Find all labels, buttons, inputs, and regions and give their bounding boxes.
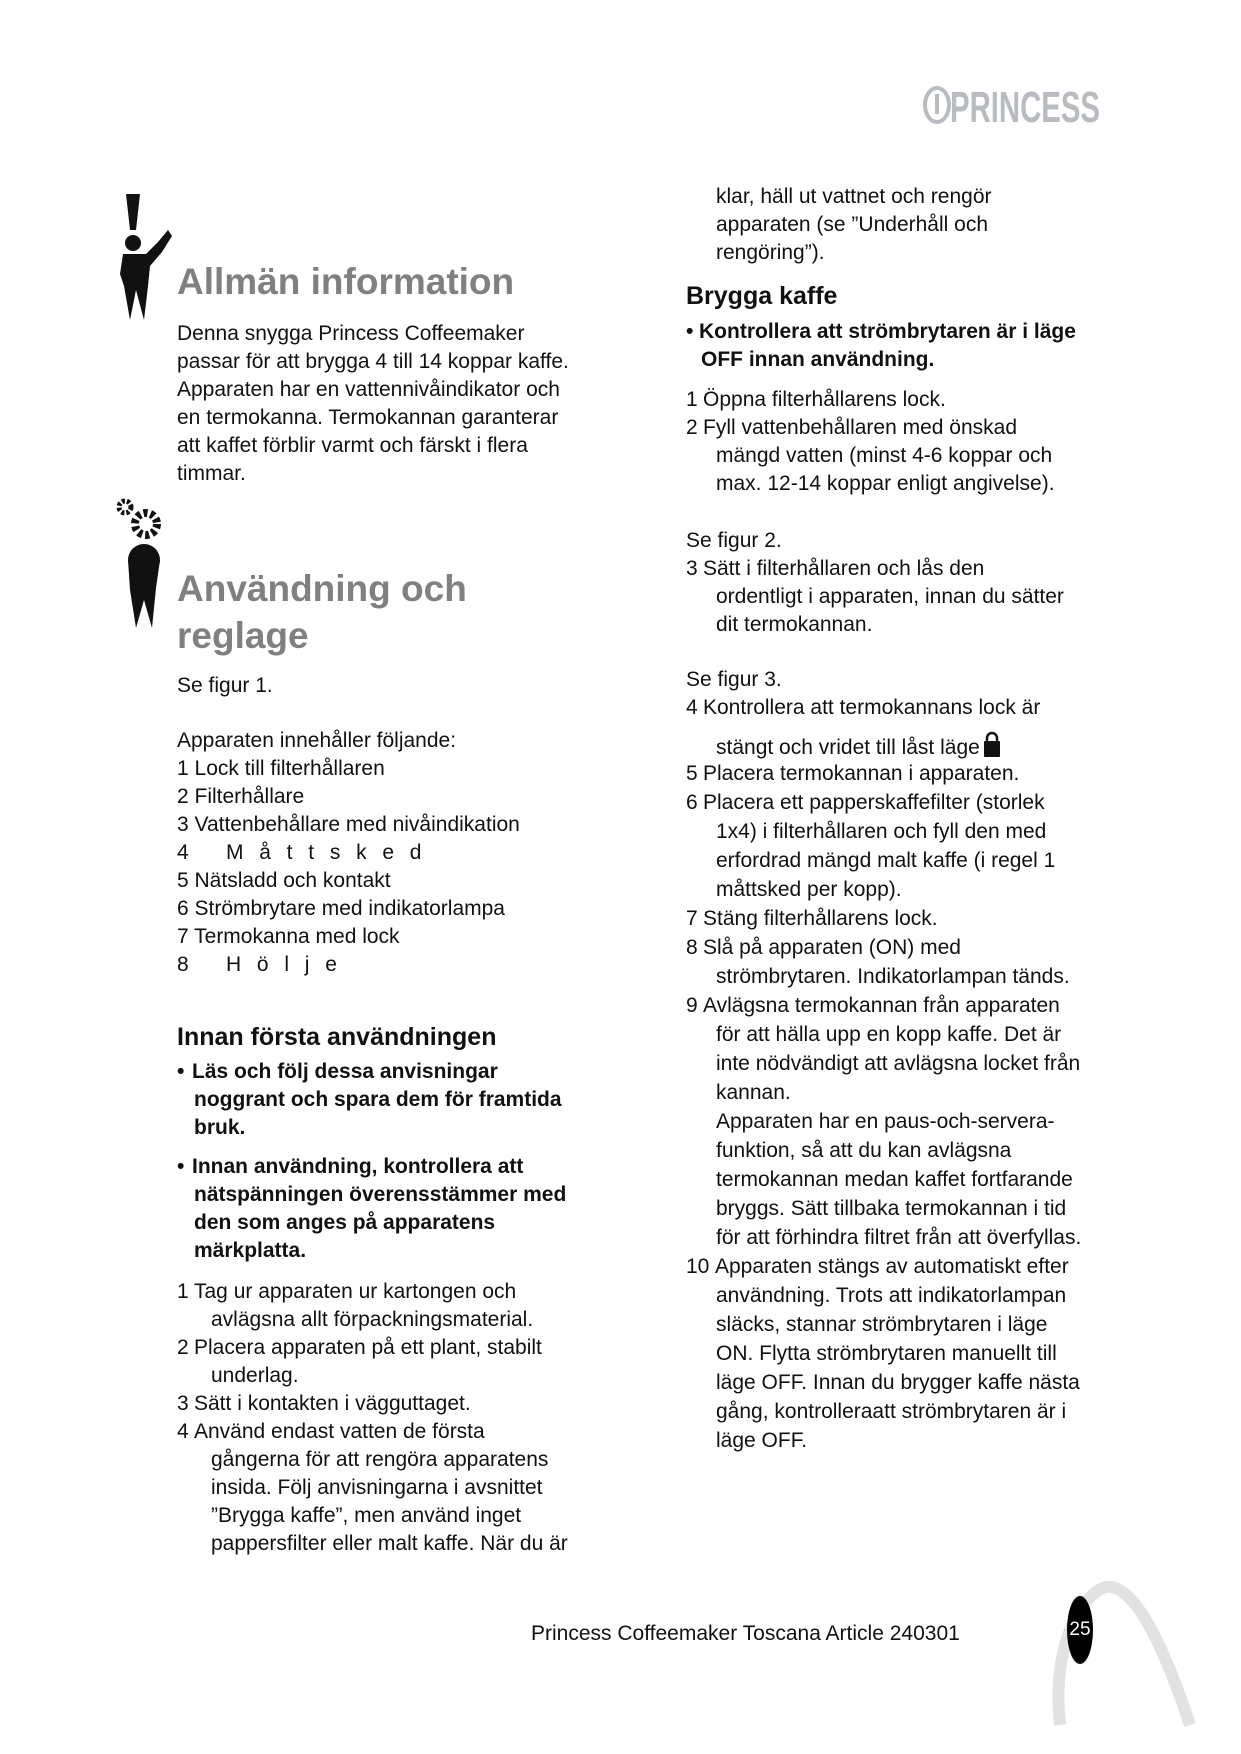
right-block-sub — [686, 279, 837, 313]
item-text: pappersfilter eller malt kaffe. När du är — [211, 1532, 568, 1555]
paragraph-line: timmar. — [177, 462, 246, 485]
item-line — [703, 694, 1040, 722]
item-text: kannan. — [716, 1081, 791, 1104]
item-number: 8 — [686, 936, 698, 959]
parts-list-item: 7 Termokanna med lock — [177, 925, 400, 948]
item-number: 3 — [686, 557, 698, 580]
item-line — [703, 904, 1081, 933]
item-number: 9 — [686, 994, 698, 1017]
item-line — [716, 442, 1055, 470]
left-block-parts — [177, 727, 520, 979]
item-line — [716, 1136, 1081, 1165]
item-text: Tag ur apparaten ur kartongen och — [194, 1280, 517, 1303]
item-number: 4 — [686, 696, 698, 719]
item-number: 1 — [686, 388, 698, 411]
item-line — [194, 1278, 568, 1306]
item-line — [703, 991, 1081, 1020]
numbered-item — [686, 386, 1055, 414]
item-text: 1x4) i filterhållaren och fyll den med — [716, 820, 1047, 843]
item-text: funktion, så att du kan avlägsna — [716, 1139, 1012, 1162]
section-heading: Allmän information — [177, 261, 515, 302]
numbered-item — [686, 555, 1064, 639]
item-text: underlag. — [211, 1364, 299, 1387]
item-text: användning. Trots att indikatorlampan — [716, 1284, 1067, 1307]
bullet-line: den som anges på apparatens — [194, 1211, 496, 1234]
paragraph-line: Se figur 1. — [177, 674, 273, 697]
item-number: 4 — [177, 1420, 189, 1443]
left-block-para — [177, 320, 569, 488]
item-text: stängt och vridet till låst läge — [716, 736, 980, 759]
princess-logo — [922, 80, 1112, 135]
paragraph-line: rengöring”). — [716, 241, 825, 264]
item-line — [716, 611, 1064, 639]
item-text: ordentligt i apparaten, innan du sätter — [716, 585, 1064, 608]
paragraph-line: Apparaten har en vattennivåindikator och — [177, 378, 560, 401]
item-line — [716, 846, 1081, 875]
parts-list-item: 8 Hölje — [177, 953, 353, 976]
item-text: avlägsna allt förpackningsmaterial. — [211, 1308, 534, 1331]
item-text: gång, kontrolleraatt strömbrytaren är i — [716, 1400, 1067, 1423]
item-text: Placera apparaten på ett plant, stabilt — [194, 1336, 542, 1359]
section-heading: reglage — [177, 615, 309, 656]
item-text: Sätt i filterhållaren och lås den — [703, 557, 985, 580]
left-block-bullet — [177, 1153, 566, 1265]
item-text: gångerna för att rengöra apparatens — [211, 1448, 549, 1471]
right-block-list — [686, 759, 1081, 1455]
right-block-list — [686, 666, 1040, 765]
item-line — [194, 1390, 568, 1418]
item-text: släcks, stannar strömbrytaren i läge — [716, 1313, 1048, 1336]
section-heading: Innan första användningen — [177, 1023, 497, 1051]
numbered-item — [686, 759, 1081, 788]
numbered-item — [177, 1418, 568, 1558]
bullet-line: bruk. — [194, 1116, 246, 1139]
item-text: läge OFF. Innan du brygger kaffe nästa — [716, 1371, 1080, 1394]
item-line — [703, 933, 1081, 962]
bullet-icon: • — [177, 1060, 185, 1083]
bullet-icon: • — [686, 320, 694, 343]
left-block-h2 — [177, 565, 467, 659]
numbered-item — [177, 1390, 568, 1418]
item-line — [703, 759, 1081, 788]
paragraph-line: passar för att brygga 4 till 14 koppar kaffe. — [177, 350, 569, 373]
item-line — [716, 875, 1081, 904]
item-text: dit termokannan. — [716, 613, 873, 636]
item-number: 10 — [686, 1255, 710, 1278]
figure-reference: Se figur 3. — [686, 668, 782, 691]
bullet-line: märkplatta. — [194, 1239, 307, 1262]
item-text: Slå på apparaten (ON) med — [703, 936, 961, 959]
item-line — [703, 555, 1064, 583]
numbered-item — [686, 991, 1081, 1252]
left-block-list — [177, 1278, 568, 1558]
item-text: Fyll vattenbehållaren med önskad — [703, 416, 1018, 439]
item-text: bryggs. Sätt tillbaka termokannan i tid — [716, 1197, 1067, 1220]
item-line — [716, 1310, 1081, 1339]
item-text: Kontrollera att termokannans lock är — [703, 696, 1041, 719]
item-text: måttsked per kopp). — [716, 878, 902, 901]
paragraph-line: Denna snygga Princess Coffeemaker — [177, 322, 525, 345]
bullet-line: Läs och följ dessa anvisningar — [192, 1060, 498, 1083]
parts-list-item: 3 Vattenbehållare med nivåindikation — [177, 813, 520, 836]
numbered-item — [686, 1252, 1081, 1455]
bullet-line: nätspänningen överensstämmer med — [194, 1183, 567, 1206]
item-line — [716, 1049, 1081, 1078]
item-text: för att hälla upp en kopp kaffe. Det är — [716, 1023, 1062, 1046]
item-line — [716, 1426, 1081, 1455]
right-block-list — [686, 386, 1055, 498]
item-number: 5 — [686, 762, 698, 785]
bullet-line: noggrant och spara dem för framtida — [194, 1088, 562, 1111]
exclamation-figure-icon — [118, 190, 178, 325]
item-number: 3 — [177, 1392, 189, 1415]
item-text: Placera ett papperskaffefilter (storlek — [703, 791, 1045, 814]
item-line — [716, 583, 1064, 611]
item-line — [716, 1078, 1081, 1107]
item-text: mängd vatten (minst 4-6 koppar och — [716, 444, 1053, 467]
item-text: inte nödvändigt att avlägsna locket från — [716, 1052, 1081, 1075]
item-line — [716, 1194, 1081, 1223]
item-line — [716, 1020, 1081, 1049]
numbered-item — [686, 788, 1081, 904]
page-number: 25 — [1067, 1596, 1093, 1664]
numbered-item — [686, 933, 1081, 991]
item-line — [211, 1502, 568, 1530]
item-line — [211, 1446, 568, 1474]
parts-list-item: 4 Måttsked — [177, 841, 438, 864]
item-line — [211, 1474, 568, 1502]
item-text: erfordrad mängd malt kaffe (i regel 1 — [716, 849, 1056, 872]
item-line — [716, 962, 1081, 991]
item-text: Öppna filterhållarens lock. — [703, 388, 946, 411]
svg-text:PRINCESS: PRINCESS — [950, 83, 1100, 132]
item-text: Använd endast vatten de första — [194, 1420, 485, 1443]
item-line — [716, 1397, 1081, 1426]
parts-list-item: 5 Nätsladd och kontakt — [177, 869, 391, 892]
item-line — [703, 414, 1055, 442]
item-line — [716, 1223, 1081, 1252]
right-block-list — [686, 527, 1064, 639]
left-block-h1 — [177, 262, 514, 302]
item-text: max. 12-14 koppar enligt angivelse). — [716, 472, 1055, 495]
item-line — [716, 470, 1055, 498]
right-block-cont — [716, 183, 992, 267]
item-line — [716, 1339, 1081, 1368]
bullet-line: Kontrollera att strömbrytaren är i läge — [699, 320, 1076, 343]
parts-list-item: 6 Strömbrytare med indikatorlampa — [177, 897, 505, 920]
item-text: Stäng filterhållarens lock. — [703, 907, 938, 930]
item-text: läge OFF. — [716, 1429, 808, 1452]
item-line — [716, 1281, 1081, 1310]
item-line — [703, 386, 1055, 414]
parts-list-item: 1 Lock till filterhållaren — [177, 757, 385, 780]
item-number: 2 — [686, 416, 698, 439]
bullet-line: Innan användning, kontrollera att — [192, 1155, 524, 1178]
item-number: 6 — [686, 791, 698, 814]
numbered-item — [686, 904, 1081, 933]
parts-list-item: 2 Filterhållare — [177, 785, 305, 808]
item-text: strömbrytaren. Indikatorlampan tänds. — [716, 965, 1070, 988]
item-line — [715, 1252, 1081, 1281]
item-line — [716, 1107, 1081, 1136]
left-block-para — [177, 672, 273, 700]
item-line — [703, 788, 1081, 817]
item-text: ON. Flytta strömbrytaren manuellt till — [716, 1342, 1057, 1365]
item-text: Avlägsna termokannan från apparaten — [703, 994, 1060, 1017]
figure-reference: Se figur 2. — [686, 529, 782, 552]
item-line — [211, 1362, 568, 1390]
item-line — [716, 1165, 1081, 1194]
item-line — [194, 1334, 568, 1362]
item-text: Placera termokannan i apparaten. — [703, 762, 1020, 785]
item-number: 7 — [686, 907, 698, 930]
right-block-bullet — [686, 318, 1076, 374]
parts-intro: Apparaten innehåller följande: — [177, 729, 457, 752]
left-block-sub — [177, 1020, 496, 1054]
paragraph-line: klar, häll ut vattnet och rengör — [716, 185, 992, 208]
item-text: termokannan medan kaffet fortfarande — [716, 1168, 1073, 1191]
item-text: ”Brygga kaffe”, men använd inget — [211, 1504, 522, 1527]
item-text: insida. Följ anvisningarna i avsnittet — [211, 1476, 543, 1499]
paragraph-line: att kaffet förblir varmt och färskt i flera — [177, 434, 528, 457]
item-text: Apparaten har en paus-och-servera- — [716, 1110, 1055, 1133]
decorative-arc — [1030, 1575, 1200, 1725]
footer-text: Princess Coffeemaker Toscana Article 240301 — [531, 1622, 960, 1645]
paragraph-line: apparaten (se ”Underhåll och — [716, 213, 988, 236]
item-text: för att förhindra filtret från att överfyllas. — [716, 1226, 1082, 1249]
item-line — [716, 1368, 1081, 1397]
item-line — [211, 1530, 568, 1558]
numbered-item — [177, 1278, 568, 1334]
section-heading: Brygga kaffe — [686, 282, 838, 310]
item-number: 1 — [177, 1280, 189, 1303]
item-text: Sätt i kontakten i vägguttaget. — [194, 1392, 471, 1415]
paragraph-line: en termokanna. Termokannan garanterar — [177, 406, 559, 429]
item-line — [211, 1306, 568, 1334]
gear-figure-icon — [116, 498, 176, 633]
item-line — [194, 1418, 568, 1446]
item-text: Apparaten stängs av automatiskt efter — [715, 1255, 1069, 1278]
bullet-line: OFF innan användning. — [701, 348, 935, 371]
left-block-bullet — [177, 1058, 562, 1142]
numbered-item — [177, 1334, 568, 1390]
numbered-item — [686, 414, 1055, 498]
bullet-icon: • — [177, 1155, 185, 1178]
item-number: 2 — [177, 1336, 189, 1359]
numbered-item — [686, 694, 1040, 765]
section-heading: Användning och — [177, 568, 467, 609]
item-line — [716, 817, 1081, 846]
